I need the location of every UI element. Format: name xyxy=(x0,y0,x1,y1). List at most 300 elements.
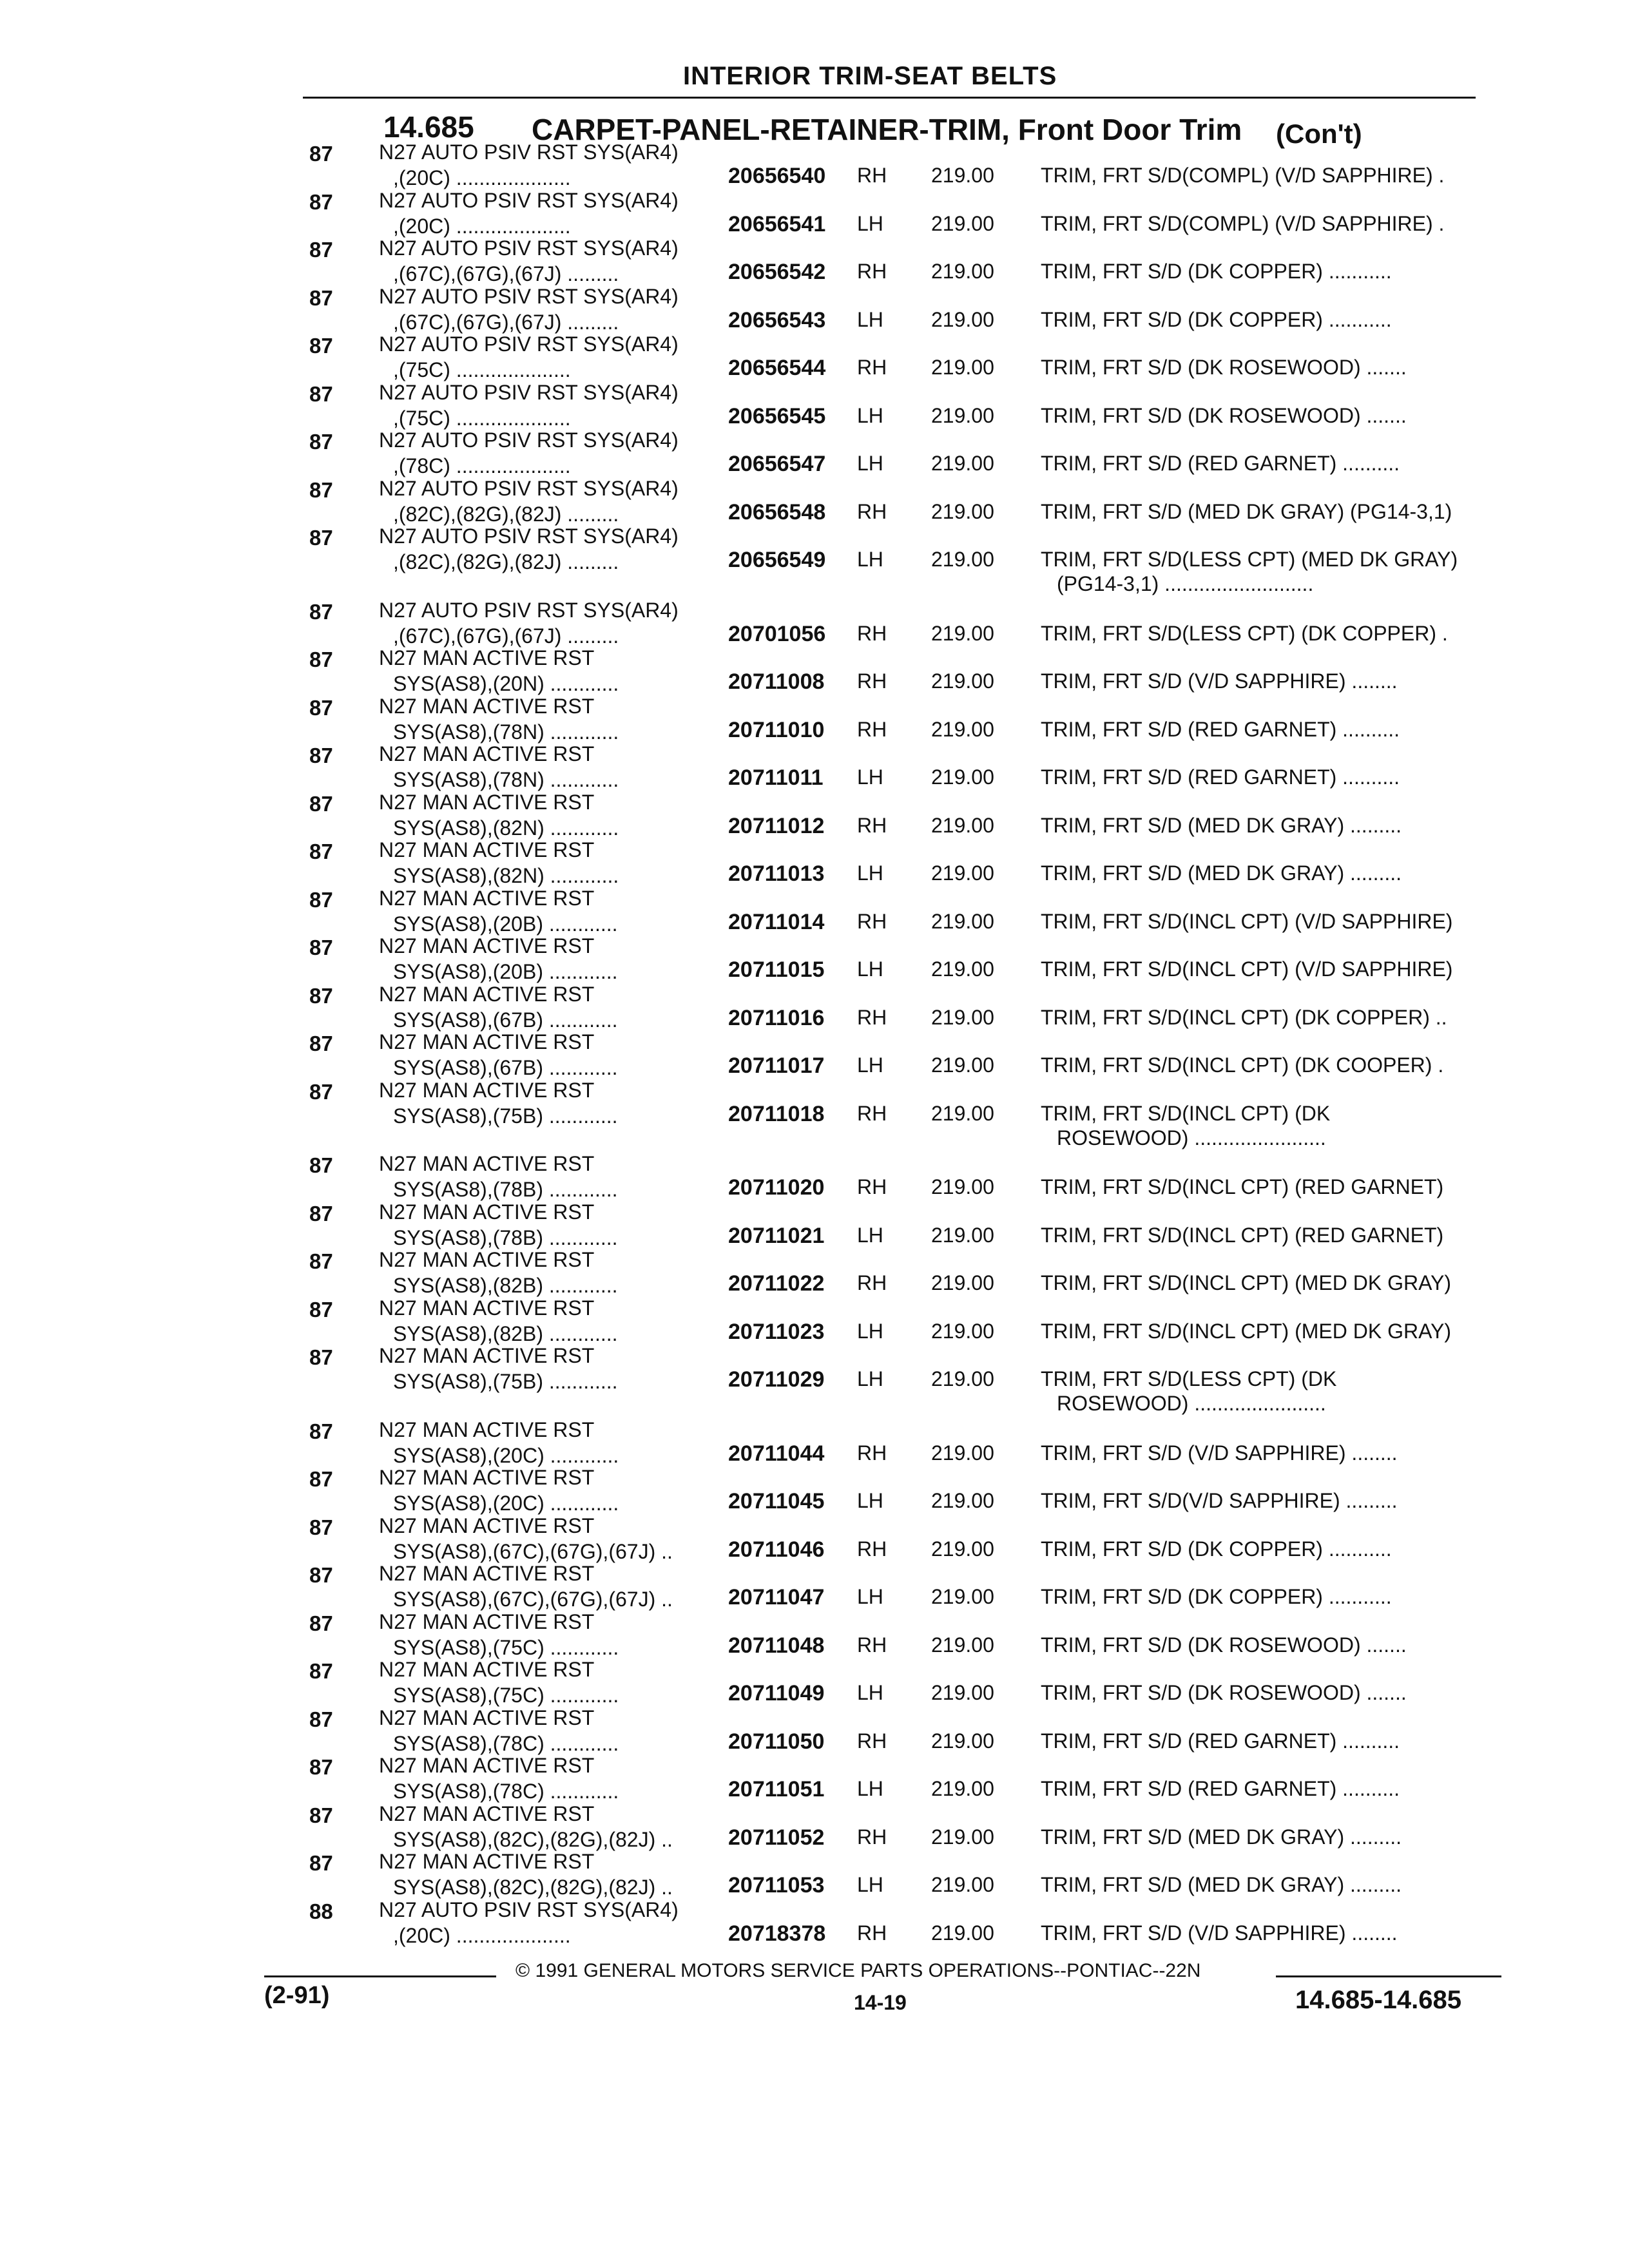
part-description: TRIM, FRT S/D(V/D SAPPHIRE) ......... xyxy=(1041,1489,1398,1512)
section-title: CARPET-PANEL-RETAINER-TRIM, Front Door Trim xyxy=(532,113,1242,146)
usage-line-2: SYS(AS8),(67C),(67G),(67J) .. xyxy=(393,1588,673,1611)
ref-number: 87 xyxy=(309,744,333,767)
part-description: TRIM, FRT S/D (RED GARNET) .......... xyxy=(1041,765,1400,789)
usage-line-2: ,(75C) .................... xyxy=(393,358,571,381)
price-value: 219.00 xyxy=(931,957,994,981)
usage-line-2: SYS(AS8),(75B) ............ xyxy=(393,1370,618,1393)
part-description-cont: ROSEWOOD) ....................... xyxy=(1057,1392,1326,1415)
side-code: RH xyxy=(857,1633,887,1657)
price-value: 219.00 xyxy=(931,765,994,789)
part-description: TRIM, FRT S/D (MED DK GRAY) ......... xyxy=(1041,861,1402,885)
price-value: 219.00 xyxy=(931,356,994,379)
ref-number: 87 xyxy=(309,430,333,454)
part-description: TRIM, FRT S/D(COMPL) (V/D SAPPHIRE) . xyxy=(1041,164,1445,187)
usage-line-2: SYS(AS8),(82C),(82G),(82J) .. xyxy=(393,1876,673,1899)
price-value: 219.00 xyxy=(931,1585,994,1608)
side-code: RH xyxy=(857,1271,887,1294)
part-number: 20711015 xyxy=(728,957,825,982)
ref-number: 87 xyxy=(309,1153,333,1177)
part-number: 20711049 xyxy=(728,1681,825,1706)
part-number: 20711021 xyxy=(728,1224,825,1248)
usage-line-1: N27 MAN ACTIVE RST xyxy=(379,1030,595,1053)
side-code: LH xyxy=(857,861,883,885)
price-value: 219.00 xyxy=(931,164,994,187)
usage-line-1: N27 AUTO PSIV RST SYS(AR4) xyxy=(379,189,679,212)
parts-row xyxy=(284,646,1508,697)
side-code: LH xyxy=(857,1053,883,1077)
price-value: 219.00 xyxy=(931,1175,994,1198)
parts-row xyxy=(284,838,1508,889)
usage-line-1: N27 MAN ACTIVE RST xyxy=(379,838,595,861)
price-value: 219.00 xyxy=(931,1320,994,1343)
usage-line-2: SYS(AS8),(78N) ............ xyxy=(393,768,619,791)
usage-line-2: SYS(AS8),(82C),(82G),(82J) .. xyxy=(393,1828,673,1851)
ref-number: 87 xyxy=(309,334,333,358)
section-number: 14.685 xyxy=(383,110,474,144)
parts-row xyxy=(284,524,1508,595)
part-number: 20711022 xyxy=(728,1271,825,1296)
parts-row xyxy=(284,236,1508,287)
side-code: RH xyxy=(857,1921,887,1945)
part-number: 20711010 xyxy=(728,718,825,742)
part-number: 20711013 xyxy=(728,861,825,886)
ref-number: 87 xyxy=(309,1298,333,1321)
ref-number: 87 xyxy=(309,238,333,262)
usage-line-1: N27 MAN ACTIVE RST xyxy=(379,934,595,957)
parts-row xyxy=(284,1466,1508,1516)
price-value: 219.00 xyxy=(931,260,994,283)
part-description: TRIM, FRT S/D (DK COPPER) ........... xyxy=(1041,1585,1392,1608)
part-number: 20711047 xyxy=(728,1585,825,1610)
usage-line-2: ,(67C),(67G),(67J) ......... xyxy=(393,311,619,334)
usage-line-2: SYS(AS8),(67B) ............ xyxy=(393,1056,618,1079)
usage-line-2: SYS(AS8),(78C) ............ xyxy=(393,1732,619,1755)
parts-row xyxy=(284,1248,1508,1298)
part-description: TRIM, FRT S/D(INCL CPT) (MED DK GRAY) xyxy=(1041,1271,1452,1294)
usage-line-2: ,(75C) .................... xyxy=(393,407,571,430)
side-code: RH xyxy=(857,1102,887,1125)
parts-row xyxy=(284,1514,1508,1564)
ref-number: 87 xyxy=(309,1345,333,1369)
usage-line-1: N27 MAN ACTIVE RST xyxy=(379,1754,595,1777)
price-value: 219.00 xyxy=(931,910,994,933)
part-number: 20711051 xyxy=(728,1777,825,1802)
page-header-title: INTERIOR TRIM-SEAT BELTS xyxy=(683,62,1057,90)
parts-row xyxy=(284,1898,1508,1948)
parts-row xyxy=(284,332,1508,383)
price-value: 219.00 xyxy=(931,1102,994,1125)
side-code: LH xyxy=(857,1489,883,1512)
usage-line-1: N27 MAN ACTIVE RST xyxy=(379,887,595,910)
usage-line-2: ,(82C),(82G),(82J) ......... xyxy=(393,503,619,526)
side-code: LH xyxy=(857,765,883,789)
ref-number: 87 xyxy=(309,936,333,959)
side-code: LH xyxy=(857,1873,883,1896)
usage-line-2: SYS(AS8),(75C) ............ xyxy=(393,1684,619,1707)
parts-row xyxy=(284,189,1508,239)
usage-line-2: SYS(AS8),(82N) ............ xyxy=(393,864,619,887)
usage-line-2: SYS(AS8),(82B) ............ xyxy=(393,1274,618,1297)
ref-number: 88 xyxy=(309,1899,333,1923)
parts-row xyxy=(284,983,1508,1033)
part-number: 20711044 xyxy=(728,1441,825,1466)
parts-row xyxy=(284,1296,1508,1347)
ref-number: 87 xyxy=(309,142,333,166)
usage-line-1: N27 MAN ACTIVE RST xyxy=(379,1418,595,1441)
usage-line-1: N27 MAN ACTIVE RST xyxy=(379,646,595,669)
usage-line-2: SYS(AS8),(82B) ............ xyxy=(393,1322,618,1345)
parts-row xyxy=(284,1802,1508,1852)
side-code: LH xyxy=(857,308,883,331)
part-number: 20711046 xyxy=(728,1537,825,1562)
ref-number: 87 xyxy=(309,1202,333,1225)
ref-number: 87 xyxy=(309,190,333,214)
part-description: TRIM, FRT S/D (DK COPPER) ........... xyxy=(1041,308,1392,331)
footer-section-range: 14.685-14.685 xyxy=(1295,1986,1462,2014)
footer-page-number: 14-19 xyxy=(854,1991,907,2014)
usage-line-1: N27 AUTO PSIV RST SYS(AR4) xyxy=(379,524,679,548)
part-description: TRIM, FRT S/D(INCL CPT) (MED DK GRAY) xyxy=(1041,1320,1452,1343)
price-value: 219.00 xyxy=(931,1441,994,1465)
parts-row xyxy=(284,1344,1508,1415)
parts-row xyxy=(284,285,1508,335)
usage-line-1: N27 MAN ACTIVE RST xyxy=(379,1152,595,1175)
price-value: 219.00 xyxy=(931,452,994,475)
ref-number: 87 xyxy=(309,382,333,406)
part-number: 20711014 xyxy=(728,910,825,934)
side-code: LH xyxy=(857,1681,883,1704)
ref-number: 87 xyxy=(309,648,333,671)
price-value: 219.00 xyxy=(931,1777,994,1800)
price-value: 219.00 xyxy=(931,1633,994,1657)
price-value: 219.00 xyxy=(931,1367,994,1390)
side-code: RH xyxy=(857,500,887,523)
part-number: 20711023 xyxy=(728,1320,825,1344)
usage-line-1: N27 MAN ACTIVE RST xyxy=(379,1079,595,1102)
side-code: RH xyxy=(857,260,887,283)
side-code: RH xyxy=(857,718,887,741)
side-code: RH xyxy=(857,1006,887,1029)
parts-row xyxy=(284,1030,1508,1081)
price-value: 219.00 xyxy=(931,500,994,523)
usage-line-2: SYS(AS8),(78B) ............ xyxy=(393,1178,618,1201)
ref-number: 87 xyxy=(309,1563,333,1587)
part-description: TRIM, FRT S/D (MED DK GRAY) (PG14-3,1) xyxy=(1041,500,1452,523)
parts-row xyxy=(284,599,1508,649)
part-description: TRIM, FRT S/D (RED GARNET) .......... xyxy=(1041,1729,1400,1753)
part-number: 20656548 xyxy=(728,500,826,524)
side-code: RH xyxy=(857,910,887,933)
price-value: 219.00 xyxy=(931,308,994,331)
price-value: 219.00 xyxy=(931,814,994,837)
price-value: 219.00 xyxy=(931,1053,994,1077)
part-description: TRIM, FRT S/D (MED DK GRAY) ......... xyxy=(1041,1825,1402,1849)
usage-line-2: ,(20C) .................... xyxy=(393,1924,571,1947)
ref-number: 87 xyxy=(309,1707,333,1731)
parts-row xyxy=(284,1418,1508,1468)
part-number: 20718378 xyxy=(728,1921,826,1946)
ref-number: 87 xyxy=(309,1032,333,1055)
side-code: RH xyxy=(857,1825,887,1849)
part-number: 20711008 xyxy=(728,669,825,694)
price-value: 219.00 xyxy=(931,1271,994,1294)
part-number: 20711012 xyxy=(728,814,825,838)
usage-line-1: N27 MAN ACTIVE RST xyxy=(379,1200,595,1224)
usage-line-1: N27 MAN ACTIVE RST xyxy=(379,983,595,1006)
usage-line-1: N27 AUTO PSIV RST SYS(AR4) xyxy=(379,140,679,164)
part-description: TRIM, FRT S/D(INCL CPT) (V/D SAPPHIRE) xyxy=(1041,957,1453,981)
part-number: 20711016 xyxy=(728,1006,825,1030)
price-value: 219.00 xyxy=(931,1729,994,1753)
part-number: 20711053 xyxy=(728,1873,825,1898)
part-description: TRIM, FRT S/D(LESS CPT) (MED DK GRAY) xyxy=(1041,548,1458,571)
ref-number: 87 xyxy=(309,792,333,816)
ref-number: 87 xyxy=(309,1803,333,1827)
parts-row xyxy=(284,381,1508,431)
side-code: LH xyxy=(857,957,883,981)
usage-line-1: N27 AUTO PSIV RST SYS(AR4) xyxy=(379,599,679,622)
usage-line-1: N27 AUTO PSIV RST SYS(AR4) xyxy=(379,285,679,308)
part-description-cont: ROSEWOOD) ....................... xyxy=(1057,1126,1326,1149)
ref-number: 87 xyxy=(309,984,333,1008)
part-description: TRIM, FRT S/D (RED GARNET) .......... xyxy=(1041,718,1400,741)
ref-number: 87 xyxy=(309,1467,333,1491)
usage-line-2: SYS(AS8),(75C) ............ xyxy=(393,1636,619,1659)
part-number: 20656543 xyxy=(728,308,826,332)
usage-line-1: N27 AUTO PSIV RST SYS(AR4) xyxy=(379,332,679,356)
part-description: TRIM, FRT S/D (MED DK GRAY) ......... xyxy=(1041,814,1402,837)
side-code: LH xyxy=(857,212,883,235)
parts-row xyxy=(284,1706,1508,1756)
section-continued: (Con't) xyxy=(1276,119,1362,149)
side-code: LH xyxy=(857,548,883,571)
side-code: LH xyxy=(857,404,883,427)
parts-row xyxy=(284,887,1508,937)
usage-line-2: SYS(AS8),(20B) ............ xyxy=(393,960,618,983)
usage-line-2: SYS(AS8),(20C) ............ xyxy=(393,1444,619,1467)
parts-row xyxy=(284,791,1508,841)
usage-line-2: SYS(AS8),(20C) ............ xyxy=(393,1492,619,1515)
parts-row xyxy=(284,1850,1508,1900)
part-description: TRIM, FRT S/D(LESS CPT) (DK COPPER) . xyxy=(1041,622,1448,645)
part-description: TRIM, FRT S/D(INCL CPT) (DK COOPER) . xyxy=(1041,1053,1444,1077)
side-code: LH xyxy=(857,1224,883,1247)
part-number: 20656540 xyxy=(728,164,826,188)
usage-line-2: SYS(AS8),(78C) ............ xyxy=(393,1780,619,1803)
ref-number: 87 xyxy=(309,1851,333,1875)
ref-number: 87 xyxy=(309,1611,333,1635)
part-number: 20701056 xyxy=(728,622,826,646)
part-description: TRIM, FRT S/D (V/D SAPPHIRE) ........ xyxy=(1041,669,1398,693)
part-number: 20711011 xyxy=(728,765,824,790)
usage-line-2: SYS(AS8),(75B) ............ xyxy=(393,1104,618,1128)
part-description: TRIM, FRT S/D(INCL CPT) (DK xyxy=(1041,1102,1331,1125)
price-value: 219.00 xyxy=(931,622,994,645)
part-description: TRIM, FRT S/D (V/D SAPPHIRE) ........ xyxy=(1041,1921,1398,1945)
ref-number: 87 xyxy=(309,1515,333,1539)
part-description: TRIM, FRT S/D (RED GARNET) .......... xyxy=(1041,452,1400,475)
usage-line-2: SYS(AS8),(20N) ............ xyxy=(393,672,619,695)
ref-number: 87 xyxy=(309,478,333,502)
price-value: 219.00 xyxy=(931,548,994,571)
part-number: 20656542 xyxy=(728,260,826,284)
usage-line-1: N27 MAN ACTIVE RST xyxy=(379,1802,595,1825)
ref-number: 87 xyxy=(309,888,333,912)
usage-line-2: SYS(AS8),(67B) ............ xyxy=(393,1008,618,1032)
usage-line-2: SYS(AS8),(20B) ............ xyxy=(393,912,618,936)
usage-line-2: SYS(AS8),(78N) ............ xyxy=(393,720,619,744)
part-description: TRIM, FRT S/D(LESS CPT) (DK xyxy=(1041,1367,1337,1390)
price-value: 219.00 xyxy=(931,1681,994,1704)
side-code: LH xyxy=(857,1777,883,1800)
ref-number: 87 xyxy=(309,1419,333,1443)
usage-line-1: N27 AUTO PSIV RST SYS(AR4) xyxy=(379,381,679,404)
ref-number: 87 xyxy=(309,696,333,720)
ref-number: 87 xyxy=(309,1659,333,1683)
part-description: TRIM, FRT S/D (RED GARNET) .......... xyxy=(1041,1777,1400,1800)
price-value: 219.00 xyxy=(931,1921,994,1945)
parts-row xyxy=(284,140,1508,191)
part-description: TRIM, FRT S/D (DK COPPER) ........... xyxy=(1041,1537,1392,1561)
price-value: 219.00 xyxy=(931,1873,994,1896)
side-code: RH xyxy=(857,1175,887,1198)
side-code: RH xyxy=(857,622,887,645)
parts-row xyxy=(284,477,1508,527)
part-description: TRIM, FRT S/D (DK ROSEWOOD) ....... xyxy=(1041,1681,1407,1704)
parts-row xyxy=(284,695,1508,745)
usage-line-1: N27 AUTO PSIV RST SYS(AR4) xyxy=(379,477,679,500)
price-value: 219.00 xyxy=(931,669,994,693)
parts-row xyxy=(284,1658,1508,1708)
part-number: 20656549 xyxy=(728,548,826,572)
part-number: 20656544 xyxy=(728,356,826,380)
part-description-cont: (PG14-3,1) .......................... xyxy=(1057,572,1314,595)
side-code: LH xyxy=(857,1320,883,1343)
price-value: 219.00 xyxy=(931,1489,994,1512)
price-value: 219.00 xyxy=(931,1825,994,1849)
usage-line-2: SYS(AS8),(82N) ............ xyxy=(393,816,619,840)
usage-line-1: N27 MAN ACTIVE RST xyxy=(379,1610,595,1633)
parts-row xyxy=(284,1200,1508,1251)
usage-line-1: N27 MAN ACTIVE RST xyxy=(379,1514,595,1537)
price-value: 219.00 xyxy=(931,404,994,427)
side-code: RH xyxy=(857,1729,887,1753)
footer-copyright: © 1991 GENERAL MOTORS SERVICE PARTS OPERATIONS--PONTIAC--22N xyxy=(516,1960,1201,1981)
part-description: TRIM, FRT S/D(INCL CPT) (V/D SAPPHIRE) xyxy=(1041,910,1453,933)
parts-row xyxy=(284,1152,1508,1202)
usage-line-1: N27 MAN ACTIVE RST xyxy=(379,1562,595,1585)
price-value: 219.00 xyxy=(931,212,994,235)
part-description: TRIM, FRT S/D(INCL CPT) (RED GARNET) xyxy=(1041,1224,1444,1247)
usage-line-1: N27 AUTO PSIV RST SYS(AR4) xyxy=(379,236,679,260)
price-value: 219.00 xyxy=(931,1224,994,1247)
usage-line-1: N27 AUTO PSIV RST SYS(AR4) xyxy=(379,1898,679,1921)
usage-line-2: SYS(AS8),(78B) ............ xyxy=(393,1226,618,1249)
part-number: 20656545 xyxy=(728,404,826,428)
price-value: 219.00 xyxy=(931,1537,994,1561)
part-description: TRIM, FRT S/D(INCL CPT) (RED GARNET) xyxy=(1041,1175,1444,1198)
ref-number: 87 xyxy=(309,1080,333,1104)
parts-row xyxy=(284,1610,1508,1660)
part-description: TRIM, FRT S/D (DK ROSEWOOD) ....... xyxy=(1041,404,1407,427)
usage-line-2: ,(20C) .................... xyxy=(393,166,571,189)
usage-line-1: N27 MAN ACTIVE RST xyxy=(379,791,595,814)
part-description: TRIM, FRT S/D (DK ROSEWOOD) ....... xyxy=(1041,356,1407,379)
part-number: 20711048 xyxy=(728,1633,825,1658)
parts-row xyxy=(284,1079,1508,1149)
part-number: 20711045 xyxy=(728,1489,825,1514)
price-value: 219.00 xyxy=(931,718,994,741)
usage-line-2: SYS(AS8),(67C),(67G),(67J) .. xyxy=(393,1540,673,1563)
usage-line-1: N27 MAN ACTIVE RST xyxy=(379,1850,595,1873)
ref-number: 87 xyxy=(309,286,333,310)
usage-line-1: N27 MAN ACTIVE RST xyxy=(379,695,595,718)
part-number: 20711018 xyxy=(728,1102,825,1126)
side-code: RH xyxy=(857,1441,887,1465)
side-code: RH xyxy=(857,669,887,693)
side-code: RH xyxy=(857,356,887,379)
footer-rule-left xyxy=(264,1975,496,1977)
usage-line-2: ,(20C) .................... xyxy=(393,215,571,238)
side-code: LH xyxy=(857,1367,883,1390)
ref-number: 87 xyxy=(309,526,333,550)
usage-line-1: N27 MAN ACTIVE RST xyxy=(379,1658,595,1681)
parts-row xyxy=(284,1562,1508,1612)
usage-line-1: N27 MAN ACTIVE RST xyxy=(379,1296,595,1320)
side-code: RH xyxy=(857,1537,887,1561)
ref-number: 87 xyxy=(309,840,333,863)
parts-row xyxy=(284,934,1508,985)
parts-row xyxy=(284,428,1508,479)
part-number: 20711052 xyxy=(728,1825,825,1850)
usage-line-1: N27 MAN ACTIVE RST xyxy=(379,1706,595,1729)
part-number: 20711017 xyxy=(728,1053,825,1078)
ref-number: 87 xyxy=(309,600,333,624)
usage-line-1: N27 AUTO PSIV RST SYS(AR4) xyxy=(379,428,679,452)
part-description: TRIM, FRT S/D (V/D SAPPHIRE) ........ xyxy=(1041,1441,1398,1465)
part-description: TRIM, FRT S/D (DK ROSEWOOD) ....... xyxy=(1041,1633,1407,1657)
usage-line-1: N27 MAN ACTIVE RST xyxy=(379,742,595,765)
parts-row xyxy=(284,1754,1508,1804)
footer-rule-right xyxy=(1276,1975,1501,1977)
usage-line-1: N27 MAN ACTIVE RST xyxy=(379,1344,595,1367)
usage-line-2: ,(67C),(67G),(67J) ......... xyxy=(393,624,619,648)
usage-line-2: ,(82C),(82G),(82J) ......... xyxy=(393,550,619,573)
part-number: 20711029 xyxy=(728,1367,825,1392)
parts-row xyxy=(284,742,1508,793)
side-code: RH xyxy=(857,164,887,187)
part-number: 20711050 xyxy=(728,1729,825,1754)
side-code: LH xyxy=(857,452,883,475)
part-description: TRIM, FRT S/D (DK COPPER) ........... xyxy=(1041,260,1392,283)
part-number: 20711020 xyxy=(728,1175,825,1200)
part-number: 20656541 xyxy=(728,212,826,236)
side-code: RH xyxy=(857,814,887,837)
ref-number: 87 xyxy=(309,1755,333,1779)
usage-line-2: ,(67C),(67G),(67J) ......... xyxy=(393,262,619,285)
part-description: TRIM, FRT S/D(INCL CPT) (DK COPPER) .. xyxy=(1041,1006,1447,1029)
header-rule xyxy=(303,97,1476,99)
part-description: TRIM, FRT S/D (MED DK GRAY) ......... xyxy=(1041,1873,1402,1896)
price-value: 219.00 xyxy=(931,861,994,885)
ref-number: 87 xyxy=(309,1249,333,1273)
side-code: LH xyxy=(857,1585,883,1608)
part-description: TRIM, FRT S/D(COMPL) (V/D SAPPHIRE) . xyxy=(1041,212,1445,235)
part-number: 20656547 xyxy=(728,452,826,476)
usage-line-1: N27 MAN ACTIVE RST xyxy=(379,1248,595,1271)
usage-line-1: N27 MAN ACTIVE RST xyxy=(379,1466,595,1489)
usage-line-2: ,(78C) .................... xyxy=(393,454,571,477)
